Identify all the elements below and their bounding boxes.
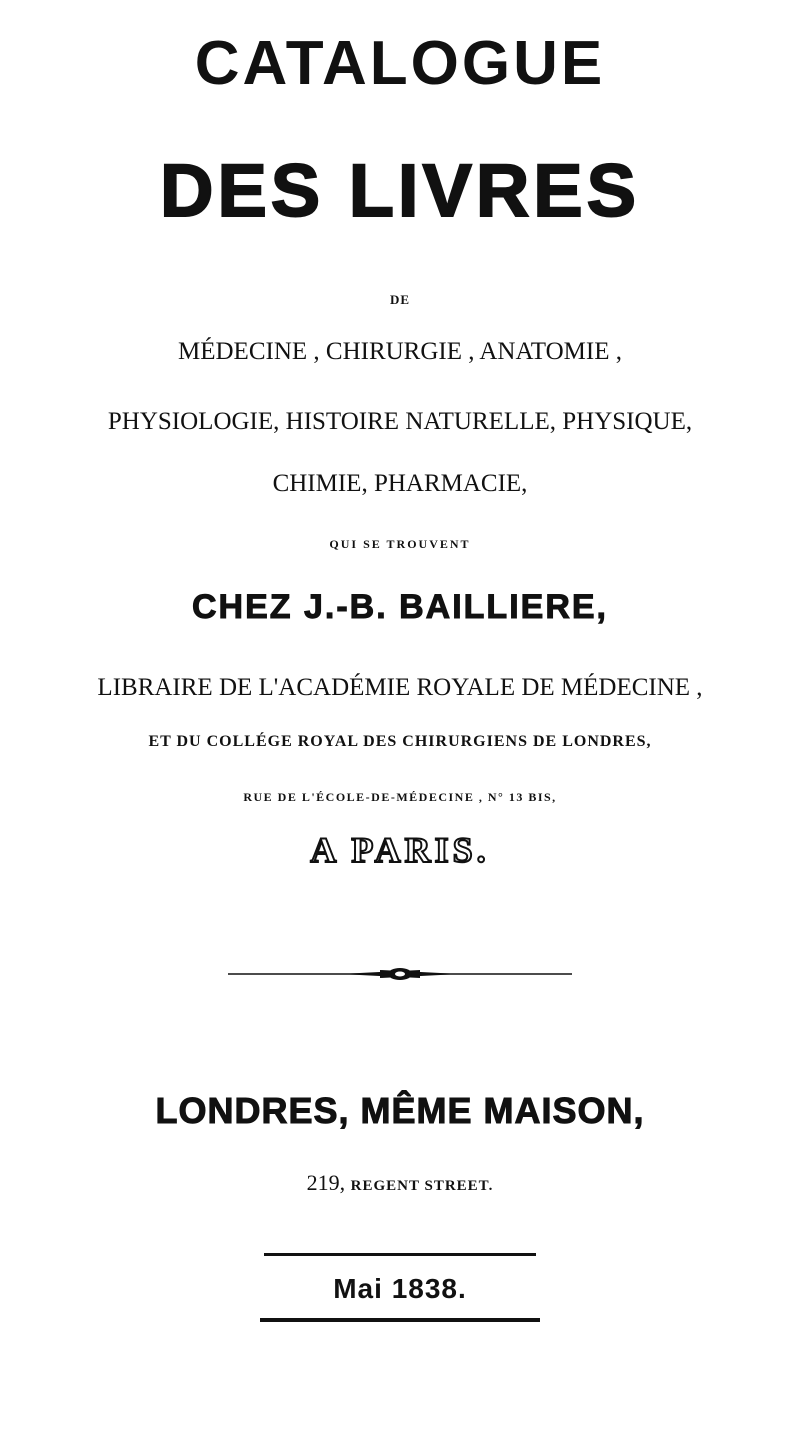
subjects-line-3: CHIMIE, PHARMACIE, [272, 470, 528, 497]
branch-number: 219, [306, 1170, 346, 1195]
preposition-de: DE [389, 292, 411, 307]
heading-catalogue: CATALOGUE [194, 29, 606, 98]
publisher-name: CHEZ J.-B. BAILLIERE, [191, 588, 609, 626]
branch-london: LONDRES, MÊME MAISON, [155, 1090, 645, 1131]
publisher-title-line-1: LIBRAIRE DE L'ACADÉMIE ROYALE DE MÉDECINE , [97, 674, 703, 701]
branch-address [0, 1170, 800, 1196]
publisher-address: RUE DE L'ÉCOLE-DE-MÉDECINE , N° 13 BIS, [243, 790, 557, 804]
publisher-title-line-2: ET DU COLLÉGE ROYAL DES CHIRURGIENS DE LONDRES, [148, 733, 652, 750]
city-paris: A PARIS. [310, 830, 490, 870]
relative-clause: QUI SE TROUVENT [329, 537, 471, 551]
subjects-line-1: MÉDECINE , CHIRURGIE , ANATOMIE , [178, 338, 622, 365]
branch-street: REGENT STREET. [350, 1178, 494, 1194]
publication-date: Mai 1838. [333, 1273, 467, 1304]
subjects-line-2: PHYSIOLOGIE, HISTOIRE NATURELLE, PHYSIQUE, [107, 408, 693, 435]
date-rule-bottom [260, 1318, 540, 1322]
date-rule-top [264, 1253, 536, 1256]
heading-des-livres: DES LIVRES [160, 149, 640, 232]
decorative-rule-ornament [0, 964, 800, 984]
